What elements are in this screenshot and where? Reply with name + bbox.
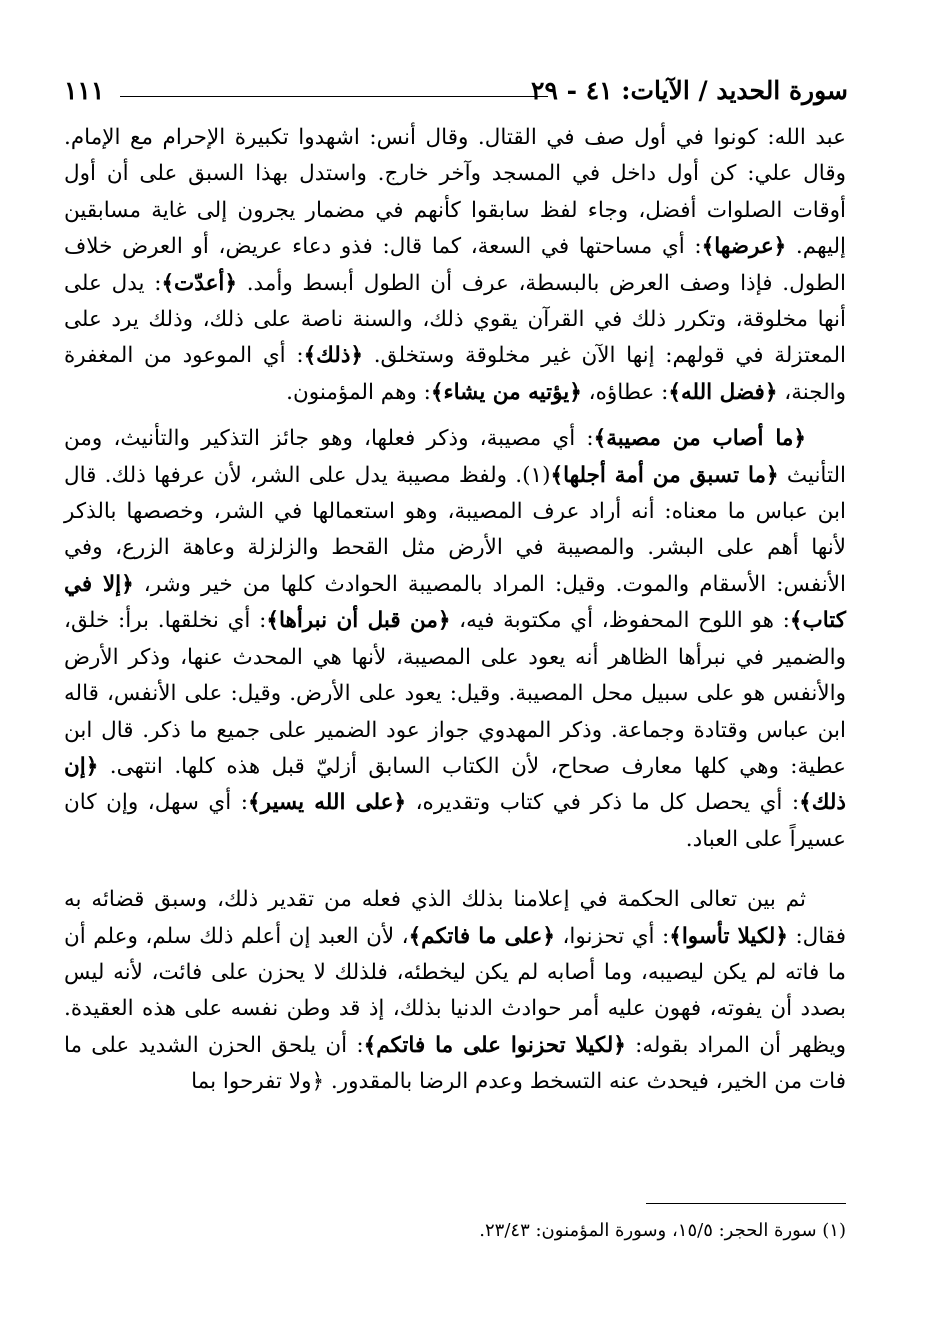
footnote: (١) سورة الحجر: ١٥/٥، وسورة المؤمنون: ٢٣/٤٣. <box>479 1220 846 1241</box>
quran-quote: ﴿إلا في كتاب﴾ <box>64 571 846 634</box>
footnote-rule <box>646 1203 846 1204</box>
quran-quote: ﴿ما تسبق من أمة أجلها﴾ <box>550 462 779 488</box>
body-text <box>64 120 846 1101</box>
quran-quote: ﴿ذلك﴾ <box>303 343 364 369</box>
page-header <box>64 74 848 108</box>
paragraph-1: عبد الله: كونوا في أول صف في القتال. وقال أنس: اشهدوا تكبيرة الإحرام مع الإمام. وقال علي: كن أول داخل في المسجد وآخر خارج. واستدل بهذا السبق على أن أول أوقات الصلوات أفضل، وجاء لفظ سابقوا كأنهم في مضمار يجرون إلى غاية مسابقين إليهم. ﴿عرضها﴾: أي مساحتها في السعة، كما قال: فذو دعاء عريض، أو العرض خلاف الطول. فإذا وصف العرض بالبسطة، عرف أن الطول أبسط وأمد. ﴿أعدّت﴾: يدل على أنها مخلوقة، وتكرر ذلك في القرآن يقوي ذلك، والسنة ناصة على ذلك، وذلك يرد على المعتزلة في قولهم: إنها الآن غير مخلوقة وستخلق. ﴿ذلك﴾: أي الموعود من المغفرة والجنة، ﴿فضل الله﴾: عطاؤه، ﴿يؤتيه من يشاء﴾: وهم المؤمنون. <box>64 125 846 405</box>
quran-quote: ﴿على الله يسير﴾ <box>248 790 407 816</box>
paragraph-3: ثم بين تعالى الحكمة في إعلامنا بذلك الذي فعله من تقدير ذلك، وسبق قضائه به فقال: ﴿لكيلا تأسوا﴾: أي تحزنوا، ﴿على ما فاتكم﴾، لأن العبد إن أعلم ذلك سلم، وعلم أن ما فاته لم يكن ليصيبه، وما أصابه لم يكن ليخطئه، فلذلك لا يحزن على فائت، لأنه ليس بصدد أن يفوته، فهون عليه أمر حوادث الدنيا بذلك، إذ قد وطن نفسه على هذه العقيدة. ويظهر أن المراد بقوله: ﴿لكيلا تحزنوا على ما فاتكم﴾: أن يلحق الحزن الشديد على ما فات من الخير، فيحدث عنه التسخط وعدم الرضا بالمقدور. ﴿ولا تفرحوا بما <box>64 887 847 1095</box>
paragraph-2: ﴿ما أصاب من مصيبة﴾: أي مصيبة، وذكر فعلها، وهو جائز التذكير والتأنيث، ومن التأنيث ﴿ما تسبق من أمة أجلها﴾(١). ولفظ مصيبة يدل على الشر، لأن عرفها ذلك. قال ابن عباس ما معناه: أنه أراد عرف المصيبة، وهو استعمالها في الشر، وخصصها بالذكر لأنها أهم على البشر. والمصيبة في الأرض مثل القحط والزلزلة وعاهة الزرع، وفي الأنفس: الأسقام والموت. وقيل: المراد بالمصيبة الحوادث كلها من خير وشر، ﴿إلا في كتاب﴾: هو اللوح المحفوظ، أي مكتوبة فيه، ﴿من قبل أن نبرأها﴾: أي نخلقها. برأ: خلق، والضمير في نبرأها الظاهر أنه يعود على المصيبة، لأنها هي المحدث عنها، وذكر الأرض والأنفس هو على سبيل محل المصيبة. وقيل: يعود على الأرض. وقيل: على الأنفس، قاله ابن عباس وقتادة وجماعة. وذكر المهدوي جواز عود الضمير على جميع ما ذكر. قال ابن عطية: وهي كلها معارف صحاح، لأن الكتاب السابق أزليّ قبل هذه كلها. انتهى. ﴿إن ذلك﴾: أي يحصل كل ما ذكر في كتاب وتقديره، ﴿على الله يسير﴾: أي سهل، وإن كان عسيراً على العباد. <box>64 426 847 852</box>
quran-quote: ﴿أعدّت﴾ <box>161 270 237 296</box>
quran-quote: ﴿عرضها﴾ <box>701 234 787 260</box>
page-number: ١١١ <box>64 76 105 105</box>
quran-quote: ﴿لكيلا تأسوا﴾ <box>669 923 788 949</box>
header-rule <box>120 96 548 97</box>
quran-quote: ﴿على ما فاتكم﴾ <box>408 923 555 949</box>
quran-quote: ﴿لكيلا تحزنوا على ما فاتكم﴾ <box>363 1032 626 1058</box>
quran-quote: ﴿ما أصاب من مصيبة﴾ <box>593 426 806 452</box>
quran-quote: ﴿يؤتيه من يشاء﴾ <box>430 379 582 405</box>
running-title: سورة الحديد / الآيات: ٤١ - ٢٩ <box>521 74 848 108</box>
quran-quote: ﴿من قبل أن نبرأها﴾ <box>266 608 451 634</box>
quran-quote: ﴿إن ذلك﴾ <box>64 753 846 816</box>
quran-quote: ﴿فضل الله﴾ <box>668 379 778 405</box>
